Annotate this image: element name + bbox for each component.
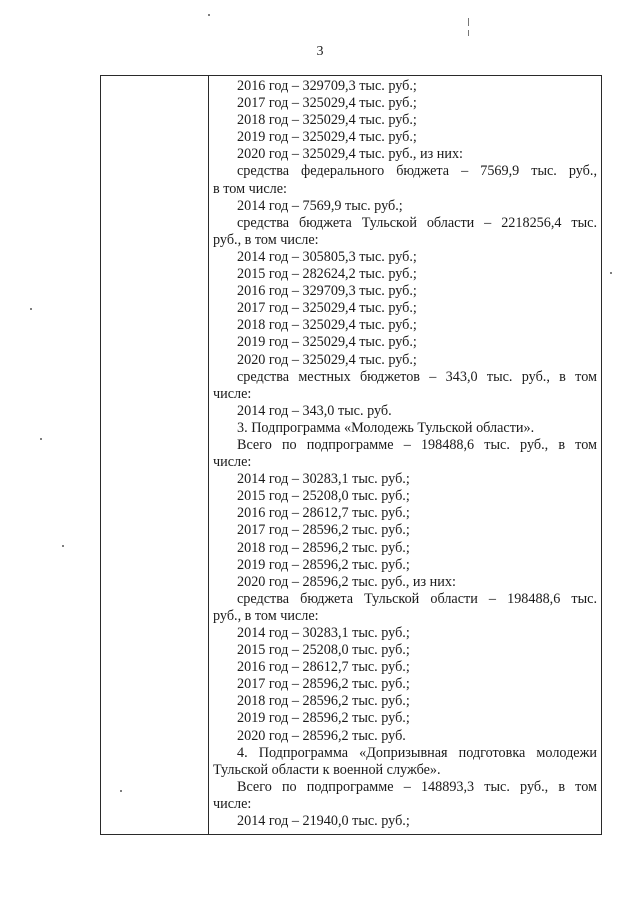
text-line: средства бюджета Тульской области – 198488,6 тыс.: [237, 590, 597, 607]
text-line: 2014 год – 21940,0 тыс. руб.;: [237, 813, 410, 830]
text-line: руб., в том числе:: [213, 607, 319, 624]
text-line: 4. Подпрограмма «Допризывная подготовка молодежи: [237, 744, 597, 761]
text-line: средства местных бюджетов – 343,0 тыс. руб., в том: [237, 368, 597, 385]
text-line: в том числе:: [213, 180, 287, 197]
text-line: 2019 год – 28596,2 тыс. руб.;: [237, 710, 410, 727]
text-line: 2015 год – 25208,0 тыс. руб.;: [237, 642, 410, 659]
text-line: Всего по подпрограмме – 198488,6 тыс. руб., в том: [237, 436, 597, 453]
text-line: 2017 год – 325029,4 тыс. руб.;: [237, 300, 417, 317]
scan-mark: [468, 30, 469, 36]
text-line: 2019 год – 325029,4 тыс. руб.;: [237, 129, 417, 146]
scan-speck: [40, 438, 42, 440]
text-line: 2017 год – 325029,4 тыс. руб.;: [237, 95, 417, 112]
text-line: 2016 год – 329709,3 тыс. руб.;: [237, 283, 417, 300]
text-line: 2018 год – 28596,2 тыс. руб.;: [237, 539, 410, 556]
scan-speck: [30, 308, 32, 310]
text-line: 2019 год – 325029,4 тыс. руб.;: [237, 334, 417, 351]
text-line: числе:: [213, 795, 252, 812]
text-line: Всего по подпрограмме – 148893,3 тыс. руб., в том: [237, 778, 597, 795]
text-line: 2016 год – 28612,7 тыс. руб.;: [237, 505, 410, 522]
text-line: средства федерального бюджета – 7569,9 тыс. руб.,: [237, 163, 597, 180]
page-number: 3: [316, 44, 324, 59]
text-line: числе:: [213, 385, 252, 402]
text-line: 2015 год – 282624,2 тыс. руб.;: [237, 266, 417, 283]
table-text-cell: [213, 78, 597, 830]
text-line: 2014 год – 30283,1 тыс. руб.;: [237, 625, 410, 641]
text-line: 2016 год – 28612,7 тыс. руб.;: [237, 659, 410, 676]
text-line: 2020 год – 28596,2 тыс. руб., из них:: [237, 573, 456, 590]
text-line: 2014 год – 30283,1 тыс. руб.;: [237, 471, 410, 488]
text-line: 2018 год – 325029,4 тыс. руб.;: [237, 317, 417, 334]
text-line: 2014 год – 7569,9 тыс. руб.;: [237, 197, 403, 214]
scan-speck: [62, 545, 64, 547]
text-line: 3. Подпрограмма «Молодежь Тульской области».: [237, 419, 535, 436]
column-divider: [208, 76, 209, 834]
scan-mark: [468, 18, 469, 26]
scan-speck: [208, 14, 210, 16]
text-line: числе:: [213, 454, 252, 471]
text-line: 2015 год – 25208,0 тыс. руб.;: [237, 488, 410, 505]
text-line: руб., в том числе:: [213, 231, 319, 248]
scan-speck: [610, 272, 612, 274]
text-line: 2018 год – 28596,2 тыс. руб.;: [237, 693, 410, 710]
text-line: 2020 год – 28596,2 тыс. руб.: [237, 727, 406, 744]
document-table: [100, 75, 602, 835]
text-line: 2016 год – 329709,3 тыс. руб.;: [237, 78, 417, 94]
text-line: средства бюджета Тульской области – 2218256,4 тыс.: [237, 214, 597, 231]
text-line: 2020 год – 325029,4 тыс. руб., из них:: [237, 146, 463, 163]
text-line: 2014 год – 343,0 тыс. руб.: [237, 402, 392, 419]
text-line: 2017 год – 28596,2 тыс. руб.;: [237, 676, 410, 693]
text-line: 2018 год – 325029,4 тыс. руб.;: [237, 112, 417, 129]
text-line: 2017 год – 28596,2 тыс. руб.;: [237, 522, 410, 539]
text-line: Тульской области к военной службе».: [213, 761, 441, 778]
text-line: 2019 год – 28596,2 тыс. руб.;: [237, 556, 410, 573]
text-line: 2014 год – 305805,3 тыс. руб.;: [237, 248, 417, 265]
text-line: 2020 год – 325029,4 тыс. руб.;: [237, 351, 417, 368]
